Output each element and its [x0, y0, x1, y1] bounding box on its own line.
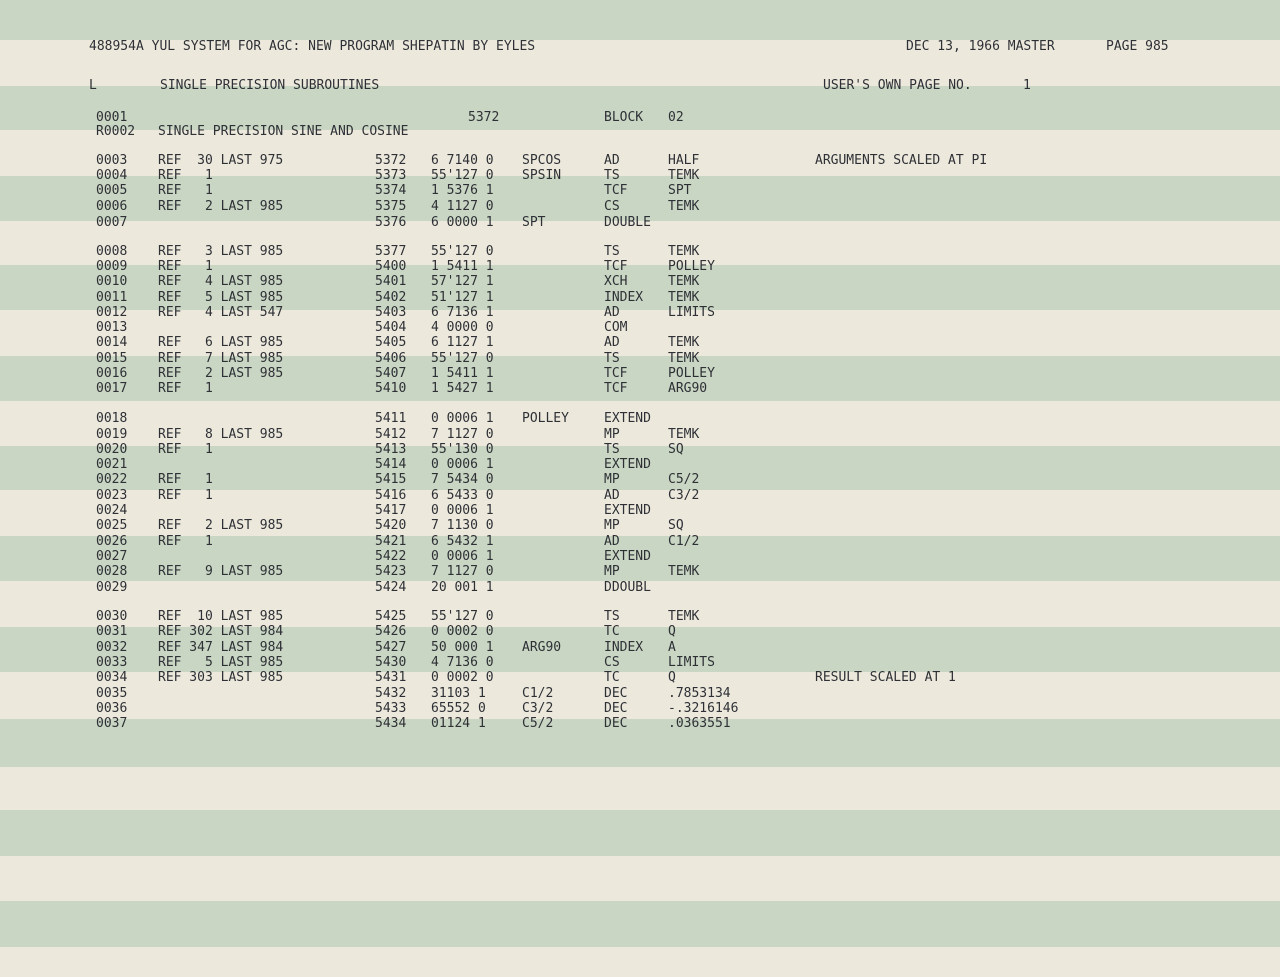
listing-line	[0, 655, 1280, 670]
line-number: 0011	[96, 290, 128, 305]
line-operand: SQ	[668, 518, 684, 533]
line-operand: TEMK	[668, 427, 700, 442]
line-operand: LIMITS	[668, 655, 715, 670]
line-ref: REF 2 LAST 985	[158, 199, 284, 214]
line-address: 5433	[375, 701, 407, 716]
line-address: 5406	[375, 351, 407, 366]
line-opcode: EXTEND	[604, 411, 651, 426]
line-operand: C3/2	[668, 488, 700, 503]
line-comment: RESULT SCALED AT 1	[815, 670, 956, 685]
line-opcode: AD	[604, 534, 620, 549]
line-address: 5434	[375, 716, 407, 731]
line-opcode: MP	[604, 564, 620, 579]
line-operand: POLLEY	[668, 259, 715, 274]
line-comment: ARGUMENTS SCALED AT PI	[815, 153, 988, 168]
line-ref: REF 5 LAST 985	[158, 290, 284, 305]
line-opcode: MP	[604, 472, 620, 487]
line-octal-word: 1 5427 1	[431, 381, 494, 396]
line-ref: REF 1	[158, 534, 213, 549]
line-address: 5405	[375, 335, 407, 350]
line-operand: TEMK	[668, 274, 700, 289]
line-address: 5424	[375, 580, 407, 595]
line-address: 5372	[375, 153, 407, 168]
line-number: 0016	[96, 366, 128, 381]
listing-line	[0, 640, 1280, 655]
line-address: 5414	[375, 457, 407, 472]
line-address: 5407	[375, 366, 407, 381]
listing-line	[0, 320, 1280, 335]
line-number: 0025	[96, 518, 128, 533]
line-number: 0009	[96, 259, 128, 274]
listing-line	[0, 381, 1280, 396]
line-number: 0010	[96, 274, 128, 289]
line-opcode: TS	[604, 244, 620, 259]
line-ref: REF 9 LAST 985	[158, 564, 284, 579]
line-number: 0020	[96, 442, 128, 457]
listing-line	[0, 580, 1280, 595]
listing-line	[0, 472, 1280, 487]
listing-line	[0, 686, 1280, 701]
line-address: 5374	[375, 183, 407, 198]
line-operand: HALF	[668, 153, 700, 168]
listing-line	[0, 335, 1280, 350]
line-label: C1/2	[522, 686, 554, 701]
line-operand: ARG90	[668, 381, 708, 396]
line-opcode: DEC	[604, 686, 628, 701]
listing-subheader	[0, 78, 1280, 93]
line-opcode: TCF	[604, 259, 628, 274]
line-address: 5412	[375, 427, 407, 442]
line-operand: TEMK	[668, 168, 700, 183]
line-operand: LIMITS	[668, 305, 715, 320]
line-operand: -.3216146	[668, 701, 739, 716]
line-octal-word: 55'127 0	[431, 609, 494, 624]
line-address: 5425	[375, 609, 407, 624]
line-address: 5377	[375, 244, 407, 259]
listing-line	[0, 503, 1280, 518]
line-opcode: INDEX	[604, 290, 644, 305]
line-octal-word: 57'127 1	[431, 274, 494, 289]
line-number: 0017	[96, 381, 128, 396]
line-octal-word: 51'127 1	[431, 290, 494, 305]
header-page: PAGE 985	[1106, 39, 1169, 54]
line-octal-word: 1 5411 1	[431, 366, 494, 381]
line-ref: REF 303 LAST 985	[158, 670, 284, 685]
line-operand: TEMK	[668, 335, 700, 350]
line-address: 5411	[375, 411, 407, 426]
line-ref: REF 347 LAST 984	[158, 640, 284, 655]
line-number: 0030	[96, 609, 128, 624]
line-operand: TEMK	[668, 244, 700, 259]
line-operand: C5/2	[668, 472, 700, 487]
line-opcode: EXTEND	[604, 457, 651, 472]
line-octal-word: 55'127 0	[431, 244, 494, 259]
line-octal-word: 0 0002 0	[431, 670, 494, 685]
line-octal-word: 7 5434 0	[431, 472, 494, 487]
listing-line	[0, 110, 1280, 125]
line-operand: TEMK	[668, 564, 700, 579]
line-operand: SPT	[668, 183, 692, 198]
line-number: 0005	[96, 183, 128, 198]
line-label: POLLEY	[522, 411, 569, 426]
line-opcode: TCF	[604, 381, 628, 396]
line-address: 5415	[375, 472, 407, 487]
line-ref: REF 7 LAST 985	[158, 351, 284, 366]
line-address: 5416	[375, 488, 407, 503]
header-date: DEC 13, 1966 MASTER	[906, 39, 1055, 54]
line-operand: Q	[668, 624, 676, 639]
line-octal-word: 1 5411 1	[431, 259, 494, 274]
line-opcode: COM	[604, 320, 628, 335]
line-octal-word: 55'130 0	[431, 442, 494, 457]
line-operand: A	[668, 640, 676, 655]
line-opcode: TS	[604, 609, 620, 624]
listing-line	[0, 215, 1280, 230]
line-octal-word: 0 0006 1	[431, 457, 494, 472]
line-number: 0003	[96, 153, 128, 168]
listing-line	[0, 274, 1280, 289]
line-number: 0028	[96, 564, 128, 579]
line-number: 0001	[96, 110, 128, 125]
line-address: 5420	[375, 518, 407, 533]
line-octal-word: 1 5376 1	[431, 183, 494, 198]
line-octal-word: 65552 0	[431, 701, 486, 716]
line-number: 0029	[96, 580, 128, 595]
line-address: 5413	[375, 442, 407, 457]
line-opcode: CS	[604, 199, 620, 214]
listing-line	[0, 564, 1280, 579]
line-address: 5427	[375, 640, 407, 655]
line-address: 5430	[375, 655, 407, 670]
line-opcode: TCF	[604, 366, 628, 381]
listing-line	[0, 701, 1280, 716]
line-number: 0032	[96, 640, 128, 655]
line-octal-word: 50 000 1	[431, 640, 494, 655]
line-ref: REF 4 LAST 547	[158, 305, 284, 320]
listing-line	[0, 351, 1280, 366]
line-label: SPT	[522, 215, 546, 230]
line-number: 0018	[96, 411, 128, 426]
line-octal-word: 0 0006 1	[431, 503, 494, 518]
line-octal-word: 55'127 0	[431, 168, 494, 183]
line-ref: SINGLE PRECISION SINE AND COSINE	[158, 124, 409, 139]
line-opcode: DEC	[604, 716, 628, 731]
line-label: SPSIN	[522, 168, 562, 183]
line-octal-word: 6 7140 0	[431, 153, 494, 168]
line-number: 0021	[96, 457, 128, 472]
line-ref: REF 1	[158, 381, 213, 396]
line-operand: SQ	[668, 442, 684, 457]
line-number: 0027	[96, 549, 128, 564]
line-address: 5404	[375, 320, 407, 335]
listing-line	[0, 457, 1280, 472]
line-octal-word: 6 5432 1	[431, 534, 494, 549]
line-opcode: TS	[604, 442, 620, 457]
listing-line	[0, 366, 1280, 381]
line-number: 0035	[96, 686, 128, 701]
line-opcode: AD	[604, 153, 620, 168]
line-octal-word: 7 1127 0	[431, 427, 494, 442]
line-address: 5410	[375, 381, 407, 396]
header-title: 488954A YUL SYSTEM FOR AGC: NEW PROGRAM SHEPATIN BY EYLES	[89, 39, 536, 54]
line-ref: REF 4 LAST 985	[158, 274, 284, 289]
line-label: SPCOS	[522, 153, 562, 168]
listing-line	[0, 290, 1280, 305]
listing-line	[0, 124, 1280, 139]
line-octal-word: 5372	[468, 110, 500, 125]
listing-line	[0, 259, 1280, 274]
line-opcode: DDOUBL	[604, 580, 651, 595]
listing-line	[0, 183, 1280, 198]
line-ref: REF 1	[158, 442, 213, 457]
line-opcode: DEC	[604, 701, 628, 716]
line-opcode: MP	[604, 427, 620, 442]
line-operand: .0363551	[668, 716, 731, 731]
line-octal-word: 4 1127 0	[431, 199, 494, 214]
line-number: 0012	[96, 305, 128, 320]
line-octal-word: 7 1130 0	[431, 518, 494, 533]
line-number: 0037	[96, 716, 128, 731]
listing-line	[0, 427, 1280, 442]
line-ref: REF 6 LAST 985	[158, 335, 284, 350]
listing-line	[0, 199, 1280, 214]
line-address: 5400	[375, 259, 407, 274]
line-address: 5421	[375, 534, 407, 549]
line-number: 0007	[96, 215, 128, 230]
line-octal-word: 0 0002 0	[431, 624, 494, 639]
line-octal-word: 31103 1	[431, 686, 486, 701]
line-operand: TEMK	[668, 609, 700, 624]
line-octal-word: 6 1127 1	[431, 335, 494, 350]
line-octal-word: 0 0006 1	[431, 411, 494, 426]
users-page-number: 1	[1023, 78, 1031, 93]
line-octal-word: 4 7136 0	[431, 655, 494, 670]
line-number: 0015	[96, 351, 128, 366]
line-operand: Q	[668, 670, 676, 685]
line-address: 5376	[375, 215, 407, 230]
listing-line	[0, 168, 1280, 183]
line-operand: C1/2	[668, 534, 700, 549]
listing-line	[0, 442, 1280, 457]
line-octal-word: 6 7136 1	[431, 305, 494, 320]
listing-line	[0, 488, 1280, 503]
line-opcode: TS	[604, 168, 620, 183]
listing-line	[0, 670, 1280, 685]
line-octal-word: 4 0000 0	[431, 320, 494, 335]
line-label: C3/2	[522, 701, 554, 716]
line-operand: POLLEY	[668, 366, 715, 381]
line-number: 0031	[96, 624, 128, 639]
line-operand: TEMK	[668, 199, 700, 214]
line-number: 0014	[96, 335, 128, 350]
line-ref: REF 3 LAST 985	[158, 244, 284, 259]
line-octal-word: 7 1127 0	[431, 564, 494, 579]
line-number: 0008	[96, 244, 128, 259]
line-ref: REF 1	[158, 488, 213, 503]
line-number: 0033	[96, 655, 128, 670]
line-address: 5426	[375, 624, 407, 639]
line-opcode: XCH	[604, 274, 628, 289]
line-opcode: INDEX	[604, 640, 644, 655]
line-address: 5423	[375, 564, 407, 579]
line-ref: REF 2 LAST 985	[158, 518, 284, 533]
line-octal-word: 6 5433 0	[431, 488, 494, 503]
line-ref: REF 5 LAST 985	[158, 655, 284, 670]
line-number: R0002	[96, 124, 136, 139]
line-opcode: DOUBLE	[604, 215, 651, 230]
line-opcode: TC	[604, 670, 620, 685]
subheader-mark: L	[89, 78, 97, 93]
line-opcode: MP	[604, 518, 620, 533]
line-operand: .7853134	[668, 686, 731, 701]
line-address: 5401	[375, 274, 407, 289]
line-ref: REF 1	[158, 259, 213, 274]
line-opcode: AD	[604, 488, 620, 503]
line-opcode: EXTEND	[604, 549, 651, 564]
listing-line	[0, 305, 1280, 320]
listing-line	[0, 518, 1280, 533]
line-address: 5373	[375, 168, 407, 183]
listing-line	[0, 716, 1280, 731]
line-octal-word: 01124 1	[431, 716, 486, 731]
line-octal-word: 20 001 1	[431, 580, 494, 595]
line-address: 5402	[375, 290, 407, 305]
line-opcode: TCF	[604, 183, 628, 198]
line-ref: REF 1	[158, 183, 213, 198]
line-operand: TEMK	[668, 290, 700, 305]
listing-header	[0, 39, 1280, 54]
line-label: ARG90	[522, 640, 562, 655]
line-number: 0036	[96, 701, 128, 716]
line-operand: TEMK	[668, 351, 700, 366]
line-ref: REF 1	[158, 168, 213, 183]
line-opcode: EXTEND	[604, 503, 651, 518]
line-ref: REF 302 LAST 984	[158, 624, 284, 639]
line-ref: REF 30 LAST 975	[158, 153, 284, 168]
line-number: 0026	[96, 534, 128, 549]
line-opcode: AD	[604, 305, 620, 320]
line-address: 5417	[375, 503, 407, 518]
line-opcode: TC	[604, 624, 620, 639]
listing-line	[0, 534, 1280, 549]
listing-line	[0, 244, 1280, 259]
line-label: C5/2	[522, 716, 554, 731]
listing-line	[0, 411, 1280, 426]
line-octal-word: 6 0000 1	[431, 215, 494, 230]
line-address: 5403	[375, 305, 407, 320]
line-operand: 02	[668, 110, 684, 125]
line-number: 0022	[96, 472, 128, 487]
line-address: 5375	[375, 199, 407, 214]
line-octal-word: 0 0006 1	[431, 549, 494, 564]
users-page-label: USER'S OWN PAGE NO.	[823, 78, 972, 93]
line-ref: REF 1	[158, 472, 213, 487]
line-ref: REF 2 LAST 985	[158, 366, 284, 381]
line-number: 0004	[96, 168, 128, 183]
line-number: 0034	[96, 670, 128, 685]
line-number: 0023	[96, 488, 128, 503]
line-number: 0024	[96, 503, 128, 518]
line-opcode: AD	[604, 335, 620, 350]
line-opcode: TS	[604, 351, 620, 366]
line-octal-word: 55'127 0	[431, 351, 494, 366]
line-ref: REF 10 LAST 985	[158, 609, 284, 624]
listing-line	[0, 153, 1280, 168]
listing-line	[0, 609, 1280, 624]
line-ref: REF 8 LAST 985	[158, 427, 284, 442]
line-opcode: CS	[604, 655, 620, 670]
line-number: 0006	[96, 199, 128, 214]
line-address: 5422	[375, 549, 407, 564]
subheader-title: SINGLE PRECISION SUBROUTINES	[160, 78, 380, 93]
line-address: 5431	[375, 670, 407, 685]
listing-line	[0, 549, 1280, 564]
listing-line	[0, 624, 1280, 639]
line-number: 0013	[96, 320, 128, 335]
line-opcode: BLOCK	[604, 110, 644, 125]
line-address: 5432	[375, 686, 407, 701]
line-number: 0019	[96, 427, 128, 442]
